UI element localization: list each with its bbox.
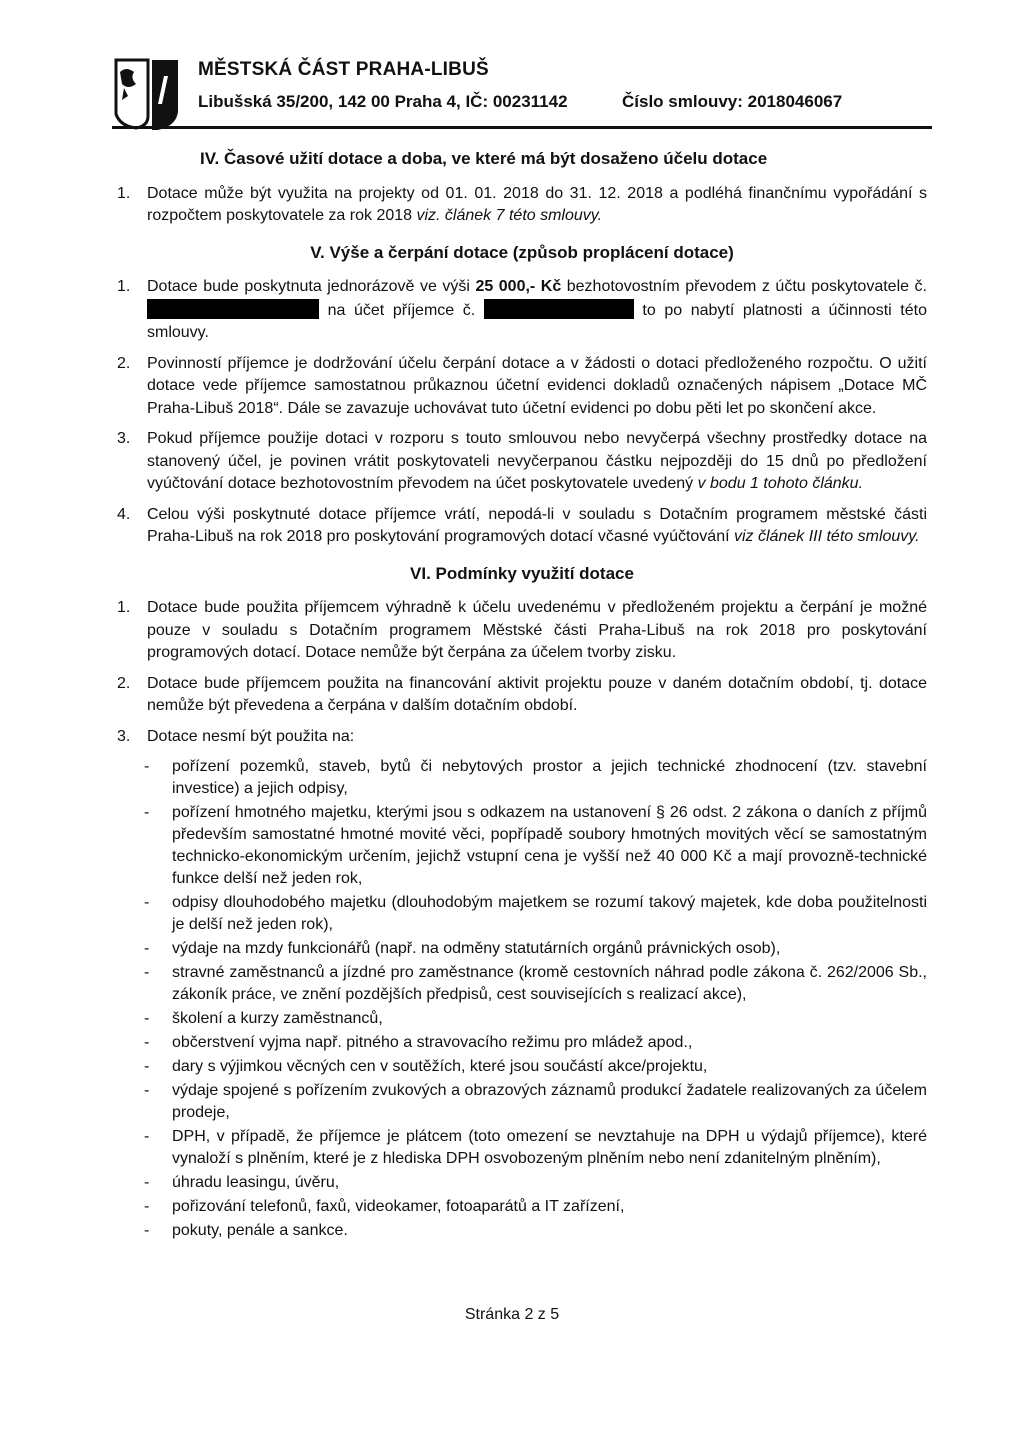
list-item: - úhradu leasingu, úvěru,: [117, 1172, 927, 1194]
item-number: 1.: [117, 278, 131, 295]
item-text: Dotace nesmí být použita na:: [147, 727, 355, 745]
item-text: Povinností příjemce je dodržování účelu čerpání dotace a v žádosti o dotaci předloženého rozpočtu. O užití dotace vede příjemce samostatnou průkaznou účetní evidenci dokladů označených nápisem „Dotace MČ Praha-Libuš 2018“. Dále se zavazuje uchovávat tuto účetní evidenci po dobu pěti let po skončení akce.: [147, 354, 927, 417]
list-item: [117, 353, 927, 421]
item-text: Celou výši poskytnuté dotace příjemce vrátí, nepodá-li v souladu s Dotačním programem městské části Praha-Libuš na rok 2018 pro poskytování programových dotací včasné vyúčtování viz článek III této smlouvy.: [147, 505, 927, 545]
letterhead: [112, 56, 932, 132]
list-item: [117, 504, 927, 549]
list-item: - pokuty, penále a sankce.: [117, 1220, 927, 1242]
item-text: Dotace může být využita na projekty od 01. 01. 2018 do 31. 12. 2018 a podléhá finančnímu vypořádání s rozpočtem poskytovatele za rok 2018 viz. článek 7 této smlouvy.: [147, 184, 927, 224]
list-item: [117, 726, 927, 749]
subsidy-amount: 25 000,- Kč: [475, 278, 562, 295]
item-text: Pokud příjemce použije dotaci v rozporu s touto smlouvou nebo nevyčerpá všechny prostředky dotace na stanovený účel, je povinen vrátit poskytovateli nevyčerpanou částku nejpozději do 15 dnů po předložení vyúčtování dotace bezhotovostním převodem na účet poskytovatele uvedený v bodu 1 tohoto článku.: [147, 430, 927, 492]
redacted-account: [484, 299, 634, 319]
municipality-address: Libušská 35/200, 142 00 Praha 4, IČ: 00231142: [198, 92, 568, 111]
list-item: - školení a kurzy zaměstnanců,: [117, 1008, 927, 1030]
list-item: - výdaje na mzdy funkcionářů (např. na odměny statutárních orgánů právnických osob),: [117, 938, 927, 960]
contract-body: [117, 148, 927, 1244]
item-text: Dotace bude poskytnuta jednorázově ve výši 25 000,- Kč bezhotovostním převodem z účtu poskytovatele č. na účet příjemce č. to po nabytí platnosti a účinnosti této smlouvy.: [147, 278, 927, 341]
item-number: 1.: [117, 599, 131, 616]
coat-of-arms-icon: [112, 56, 182, 132]
list-item: - výdaje spojené s pořízením zvukových a obrazových záznamů produkcí žadatele realizovaných za účelem prodeje,: [117, 1080, 927, 1124]
header-divider: [112, 126, 932, 129]
item-number: 2.: [117, 674, 131, 692]
list-item: [117, 428, 927, 496]
list-item: - občerstvení vyjma např. pitného a stravovacího režimu pro mládež apod.,: [117, 1032, 927, 1054]
list-item: - DPH, v případě, že příjemce je plátcem (toto omezení se nevztahuje na DPH u výdajů příjemce), které vynaloží s plněním, které je z hlediska DPH osvobozeným plněním nebo není zdanitelným plněním),: [117, 1126, 927, 1170]
page-number: Stránka 2 z 5: [464, 1306, 560, 1323]
item-number: 3.: [117, 430, 131, 447]
section-vi-heading: VI. Podmínky využití dotace: [410, 563, 634, 583]
redacted-account: [147, 299, 319, 319]
municipality-name: MĚSTSKÁ ČÁST PRAHA-LIBUŠ: [198, 59, 489, 80]
item-number: 4.: [117, 505, 131, 523]
list-item: [117, 673, 927, 718]
contract-number: Číslo smlouvy: 2018046067: [622, 92, 843, 111]
item-number: 3.: [117, 727, 131, 745]
list-item: [117, 183, 927, 228]
excluded-expenses-list: [117, 756, 927, 1242]
list-item: - dary s výjimkou věcných cen v soutěžích, které jsou součástí akce/projektu,: [117, 1056, 927, 1078]
item-text: Dotace bude příjemcem použita na financování aktivit projektu pouze v daném dotačním období, tj. dotace nemůže být převedena a čerpána v dalším dotačním období.: [147, 674, 927, 714]
list-item: - stravné zaměstnanců a jízdné pro zaměstnance (kromě cestovních náhrad podle zákona č. 262/2006 Sb., zákoník práce, ve znění pozdějších předpisů, cest souvisejících s realizací akce),: [117, 962, 927, 1006]
section-v-heading: V. Výše a čerpání dotace (způsob proplácení dotace): [310, 242, 734, 262]
list-item: - pořizování telefonů, faxů, videokamer, fotoaparátů a IT zařízení,: [117, 1196, 927, 1218]
item-text: Dotace bude použita příjemcem výhradně k účelu uvedenému v předloženém projektu a čerpání je možné pouze v souladu s Dotačním programem Městské části Praha-Libuš na rok 2018 pro poskytování programových dotací. Dotace nemůže být čerpána za účelem tvorby zisku.: [147, 599, 927, 661]
item-number: 1.: [117, 184, 131, 202]
list-item: [117, 276, 927, 345]
item-number: 2.: [117, 354, 131, 372]
list-item: [117, 597, 927, 665]
section-iv-heading: IV. Časové užití dotace a doba, ve které má být dosaženo účelu dotace: [200, 149, 768, 168]
list-item: - odpisy dlouhodobého majetku (dlouhodobým majetkem se rozumí takový majetek, kde doba použitelnosti je delší než jeden rok),: [117, 892, 927, 936]
list-item: - pořízení hmotného majetku, kterými jsou s odkazem na ustanovení § 26 odst. 2 zákona o daních z příjmů především samostatné hmotné movité věci, popřípadě soubory hmotných movitých věcí se samostatným technicko-ekonomickým určením, jejichž vstupní cena je vyšší než 40 000 Kč a mají provozně-technické funkce delší než jeden rok,: [117, 802, 927, 890]
list-item: - pořízení pozemků, staveb, bytů či nebytových prostor a jejich technické zhodnocení (tzv. stavební investice) a jejich odpisy,: [117, 756, 927, 800]
